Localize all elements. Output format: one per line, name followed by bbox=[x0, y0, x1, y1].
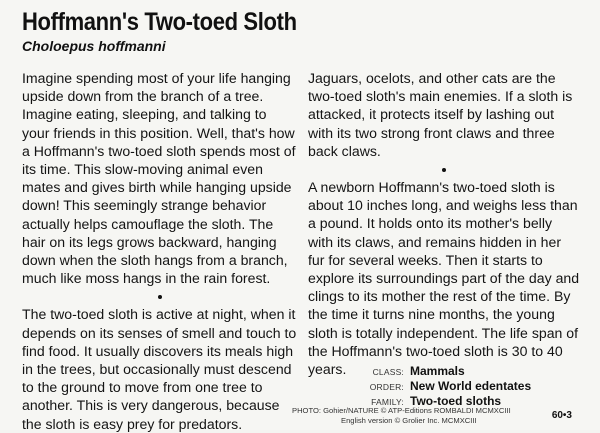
right-column bbox=[308, 69, 580, 378]
body-paragraph: The two-toed sloth is active at night, when it depends on its senses of smell and touch to find food. It usually discovers its meals high in the trees, but occasionally must descend to the ground to move from one tree to another. This is very dangerous, because the sloth is easy prey for predators. bbox=[22, 306, 297, 432]
photo-credits bbox=[292, 406, 511, 426]
classification-label: FAMILY: bbox=[371, 397, 404, 407]
classification-table bbox=[357, 364, 587, 409]
credit-line: PHOTO: Gohier/NATURE © ATP-Editions ROMBALDI MCMXCIII bbox=[292, 406, 511, 415]
classification-label: CLASS: bbox=[372, 367, 404, 377]
classification-value: Two-toed sloths bbox=[410, 394, 502, 408]
classification-value: New World edentates bbox=[410, 379, 532, 393]
body-paragraph: Imagine spending most of your life hanging upside down from the branch of a tree. Imagine eating, sleeping, and talking to your friends in this position. Well, that's how a Hoffmann's two-toed sloth spends most of its time. This slow-moving animal even mates and gives birth while hanging upside down! This seemingly strange behavior actually helps camouflage the sloth. The hair on its legs grows backward, hanging down when the sloth hangs from a branch, much like moss hangs in the rain forest. bbox=[22, 70, 296, 287]
card-title: Hoffmann's Two-toed Sloth bbox=[22, 8, 297, 36]
bullet-separator bbox=[308, 160, 580, 178]
scientific-name: Choloepus hoffmanni bbox=[22, 38, 166, 54]
credit-line: English version © Grolier Inc. MCMXCIII bbox=[341, 416, 477, 425]
body-paragraph: Jaguars, ocelots, and other cats are the two-toed sloth's main enemies. If a sloth is attacked, it protects itself by lashing out with its two strong front claws and three back claws. bbox=[308, 70, 573, 159]
classification-row bbox=[357, 379, 587, 394]
classification-row bbox=[357, 364, 587, 379]
left-column bbox=[22, 69, 297, 433]
body-paragraph: A newborn Hoffmann's two-toed sloth is about 10 inches long, and weighs less than a pound. It holds onto its mother's belly with its claws, and remains hidden in her fur for several weeks. Then it starts to explore its surroundings part of the day and clings to its mother the rest of the time. By the time it turns nine months, the young sloth is totally independent. The life span of the Hoffmann's two-toed sloth is 30 to 40 years. bbox=[308, 179, 580, 378]
classification-label: ORDER: bbox=[369, 382, 404, 392]
classification-value: Mammals bbox=[410, 364, 465, 378]
card-number: 60•3 bbox=[551, 410, 572, 421]
bullet-separator bbox=[22, 287, 297, 305]
